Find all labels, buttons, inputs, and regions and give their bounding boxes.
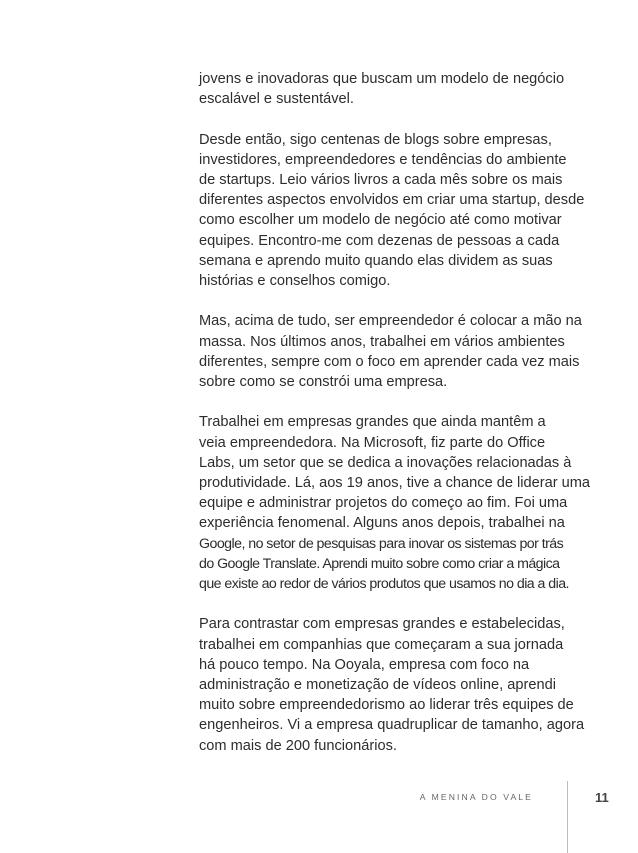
paragraph	[199, 130, 585, 292]
text-line: produtividade. Lá, aos 19 anos, tive a chance de liderar uma	[199, 475, 591, 492]
text-line: do Google Translate. Aprendi muito sobre como criar a mágica	[199, 555, 560, 572]
paragraph	[199, 311, 582, 392]
footer-divider	[567, 781, 568, 853]
text-line: experiência fenomenal. Alguns anos depois, trabalhei na	[199, 515, 565, 532]
text-line: semana e aprendo muito quando elas dividem as suas	[199, 252, 553, 269]
text-line: como escolher um modelo de negócio até como motivar	[199, 212, 562, 229]
text-line: de startups. Leio vários livros a cada mês sobre os mais	[199, 172, 563, 188]
text-line: engenheiros. Vi a empresa quadruplicar de tamanho, agora	[199, 717, 585, 734]
paragraph	[199, 412, 591, 594]
text-line: Para contrastar com empresas grandes e estabelecidas,	[199, 616, 565, 633]
text-line: muito sobre empreendedorismo ao liderar três equipes de	[199, 697, 574, 714]
text-line: diferentes, sempre com o foco em aprender cada vez mais	[199, 353, 580, 370]
text-line: Desde então, sigo centenas de blogs sobre empresas,	[199, 131, 552, 148]
text-line: veia empreendedora. Na Microsoft, fiz parte do Office	[199, 434, 546, 451]
text-line: Trabalhei em empresas grandes que ainda mantêm a	[199, 414, 546, 431]
text-line: equipe e administrar projetos do começo ao fim. Foi uma	[199, 495, 568, 512]
page-number: 11	[595, 790, 609, 805]
text-line: administração e monetização de vídeos online, aprendi	[199, 677, 556, 694]
text-line: Labs, um setor que se dedica a inovações relacionadas à	[199, 454, 572, 471]
text-line: trabalhei em companhias que começaram a sua jornada	[199, 636, 564, 653]
text-line: equipes. Encontro-me com dezenas de pessoas a cada	[199, 232, 560, 249]
text-line: sobre como se constrói uma empresa.	[199, 374, 448, 391]
text-line: massa. Nos últimos anos, trabalhei em vários ambientes	[199, 333, 565, 350]
text-line: com mais de 200 funcionários.	[199, 737, 397, 754]
text-line: jovens e inovadoras que buscam um modelo de negócio	[199, 71, 565, 87]
text-line: histórias e conselhos comigo.	[199, 273, 391, 290]
text-line: que existe ao redor de vários produtos que usamos no dia a dia.	[199, 576, 569, 593]
text-line: diferentes aspectos envolvidos em criar uma startup, desde	[199, 192, 585, 209]
running-footer-title: A MENINA DO VALE	[419, 792, 533, 802]
text-line: há pouco tempo. Na Ooyala, empresa com foco na	[199, 656, 530, 673]
text-line: escalável e sustentável.	[199, 91, 354, 108]
text-line: Mas, acima de tudo, ser empreendedor é colocar a mão na	[199, 313, 582, 330]
paragraph	[199, 69, 571, 109]
text-line: Google, no setor de pesquisas para inovar os sistemas por trás	[199, 535, 564, 552]
page-body-text	[199, 69, 591, 776]
text-line: investidores, empreendedores e tendências do ambiente	[199, 151, 567, 168]
paragraph	[199, 614, 585, 755]
